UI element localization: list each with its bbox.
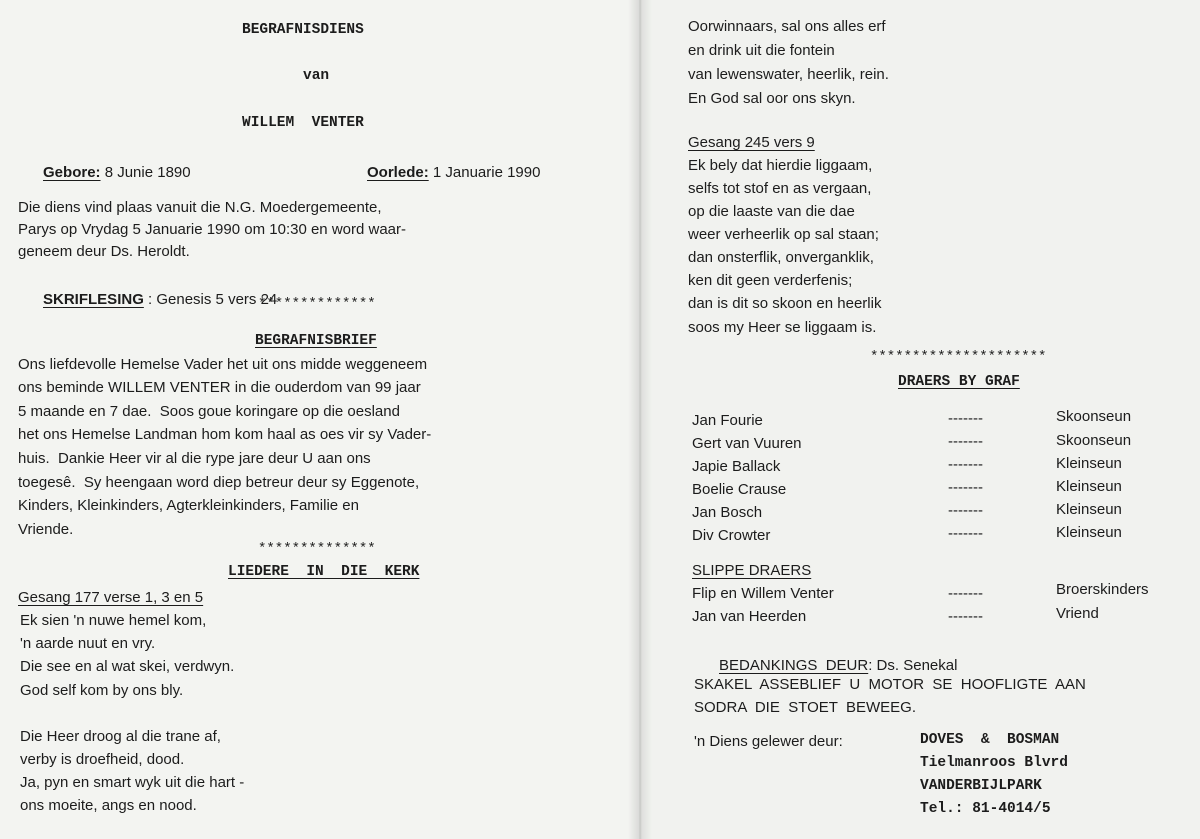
slip-bearer-dash: ------- (948, 608, 983, 625)
bearer-dash: ------- (948, 410, 983, 427)
bearer-dash: ------- (948, 433, 983, 450)
hymn-line: God self kom by ons bly. (20, 682, 184, 699)
slip-bearer-dash: ------- (948, 585, 983, 602)
letter-line: het ons Hemelse Landman hom kom haal as oes vir sy Vader- (18, 426, 432, 443)
letter-heading: BEGRAFNISBRIEF (255, 333, 377, 349)
undertaker-line: VANDERBIJLPARK (920, 778, 1042, 794)
slip-bearer-relation: Broerskinders (1056, 581, 1149, 598)
hymn-line: Ja, pyn en smart wyk uit die hart - (20, 774, 245, 791)
service-by-label: 'n Diens gelewer deur: (694, 733, 843, 750)
hymn-line: Ek sien 'n nuwe hemel kom, (20, 612, 207, 629)
undertaker-line: DOVES & BOSMAN (920, 732, 1060, 748)
bearer-name: Div Crowter (692, 527, 771, 544)
bearer-relation: Kleinseun (1056, 478, 1122, 495)
hymn-line: op die laaste van die dae (688, 203, 855, 220)
bearer-name: Boelie Crause (692, 481, 787, 498)
thanks-label: BEDANKINGS DEUR (719, 657, 869, 674)
hymn-line: ons moeite, angs en nood. (20, 797, 197, 814)
bearer-relation: Kleinseun (1056, 524, 1122, 541)
letter-line: Ons liefdevolle Hemelse Vader het uit ons midde weggeneem (18, 356, 428, 373)
notice-line: SODRA DIE STOET BEWEEG. (694, 699, 916, 716)
letter-line: ons beminde WILLEM VENTER in die ouderdom van 99 jaar (18, 379, 421, 396)
hymn-line: En God sal oor ons skyn. (688, 90, 856, 107)
deceased-name: WILLEM VENTER (242, 115, 364, 131)
bearer-name: Japie Ballack (692, 458, 781, 475)
letter-line: 5 maande en 7 dae. Soos goue koringare op die oesland (18, 403, 400, 420)
right-page (640, 0, 1200, 839)
service-line: Die diens vind plaas vanuit die N.G. Moedergemeente, (18, 199, 382, 216)
service-line: Parys op Vrydag 5 Januarie 1990 om 10:30 en word waar- (18, 221, 407, 238)
page-fold-shadow (628, 0, 652, 839)
bearers-heading: DRAERS BY GRAF (898, 374, 1020, 390)
bearer-dash: ------- (948, 502, 983, 519)
hymn-line: dan is dit so skoon en heerlik (688, 295, 882, 312)
death-row (342, 150, 540, 195)
hymn-line: ken dit geen verderfenis; (688, 272, 853, 289)
songs-heading: LIEDERE IN DIE KERK (228, 564, 420, 580)
star-divider: ********************* (870, 349, 1047, 365)
slip-bearers-heading: SLIPPE DRAERS (692, 562, 812, 579)
hymn-line: soos my Heer se liggaam is. (688, 319, 877, 336)
slip-bearer-name: Flip en Willem Venter (692, 585, 834, 602)
bearer-relation: Skoonseun (1056, 432, 1132, 449)
bearer-name: Gert van Vuuren (692, 435, 802, 452)
hymn-line: 'n aarde nuut en vry. (20, 635, 156, 652)
reading-value: : Genesis 5 vers 24 (143, 291, 278, 308)
hymn-line: selfs tot stof en as vergaan, (688, 180, 872, 197)
hymn-line: van lewenswater, heerlik, rein. (688, 66, 889, 83)
service-line: geneem deur Ds. Heroldt. (18, 243, 190, 260)
bearer-name: Jan Fourie (692, 412, 763, 429)
hymn-title: Gesang 245 vers 9 (688, 134, 815, 151)
reading-label: SKRIFLESING (43, 291, 144, 308)
letter-line: toegesê. Sy heengaan word diep betreur deur sy Eggenote, (18, 474, 420, 491)
notice-line: SKAKEL ASSEBLIEF U MOTOR SE HOOFLIGTE AAN (694, 676, 1086, 693)
star-divider: ************** (258, 296, 376, 312)
bearer-relation: Kleinseun (1056, 455, 1122, 472)
letter-line: huis. Dankie Heer vir al die rype jare deur U aan ons (18, 450, 371, 467)
bearer-dash: ------- (948, 525, 983, 542)
birth-row (18, 150, 191, 195)
hymn-line: en drink uit die fontein (688, 42, 835, 59)
hymn-line: weer verheerlik op sal staan; (688, 226, 879, 243)
scripture-reading (18, 277, 277, 322)
undertaker-line: Tel.: 81-4014/5 (920, 801, 1051, 817)
hymn-line: Oorwinnaars, sal ons alles erf (688, 18, 886, 35)
letter-line: Vriende. (18, 521, 74, 538)
slip-bearer-name: Jan van Heerden (692, 608, 807, 625)
bearer-dash: ------- (948, 456, 983, 473)
letter-line: Kinders, Kleinkinders, Agterkleinkinders, Familie en (18, 497, 359, 514)
thanks-value: : Ds. Senekal (868, 657, 958, 674)
slip-bearer-relation: Vriend (1056, 605, 1099, 622)
died-value: 1 Januarie 1990 (428, 164, 541, 181)
hymn-line: dan onsterflik, onverganklik, (688, 249, 874, 266)
hymn-line: Ek bely dat hierdie liggaam, (688, 157, 873, 174)
hymn-line: Die see en al wat skei, verdwyn. (20, 658, 235, 675)
bearer-relation: Skoonseun (1056, 408, 1132, 425)
hymn-line: Die Heer droog al die trane af, (20, 728, 221, 745)
hymn-line: verby is droefheid, dood. (20, 751, 185, 768)
van-word: van (303, 68, 330, 84)
bearer-relation: Kleinseun (1056, 501, 1122, 518)
bearer-name: Jan Bosch (692, 504, 763, 521)
died-label: Oorlede: (367, 164, 429, 181)
hymn-title: Gesang 177 verse 1, 3 en 5 (18, 589, 204, 606)
born-label: Gebore: (43, 164, 101, 181)
undertaker-line: Tielmanroos Blvrd (920, 755, 1068, 771)
star-divider: ************** (258, 541, 376, 557)
born-value: 8 Junie 1890 (100, 164, 191, 181)
bearer-dash: ------- (948, 479, 983, 496)
program-heading: BEGRAFNISDIENS (242, 22, 364, 38)
